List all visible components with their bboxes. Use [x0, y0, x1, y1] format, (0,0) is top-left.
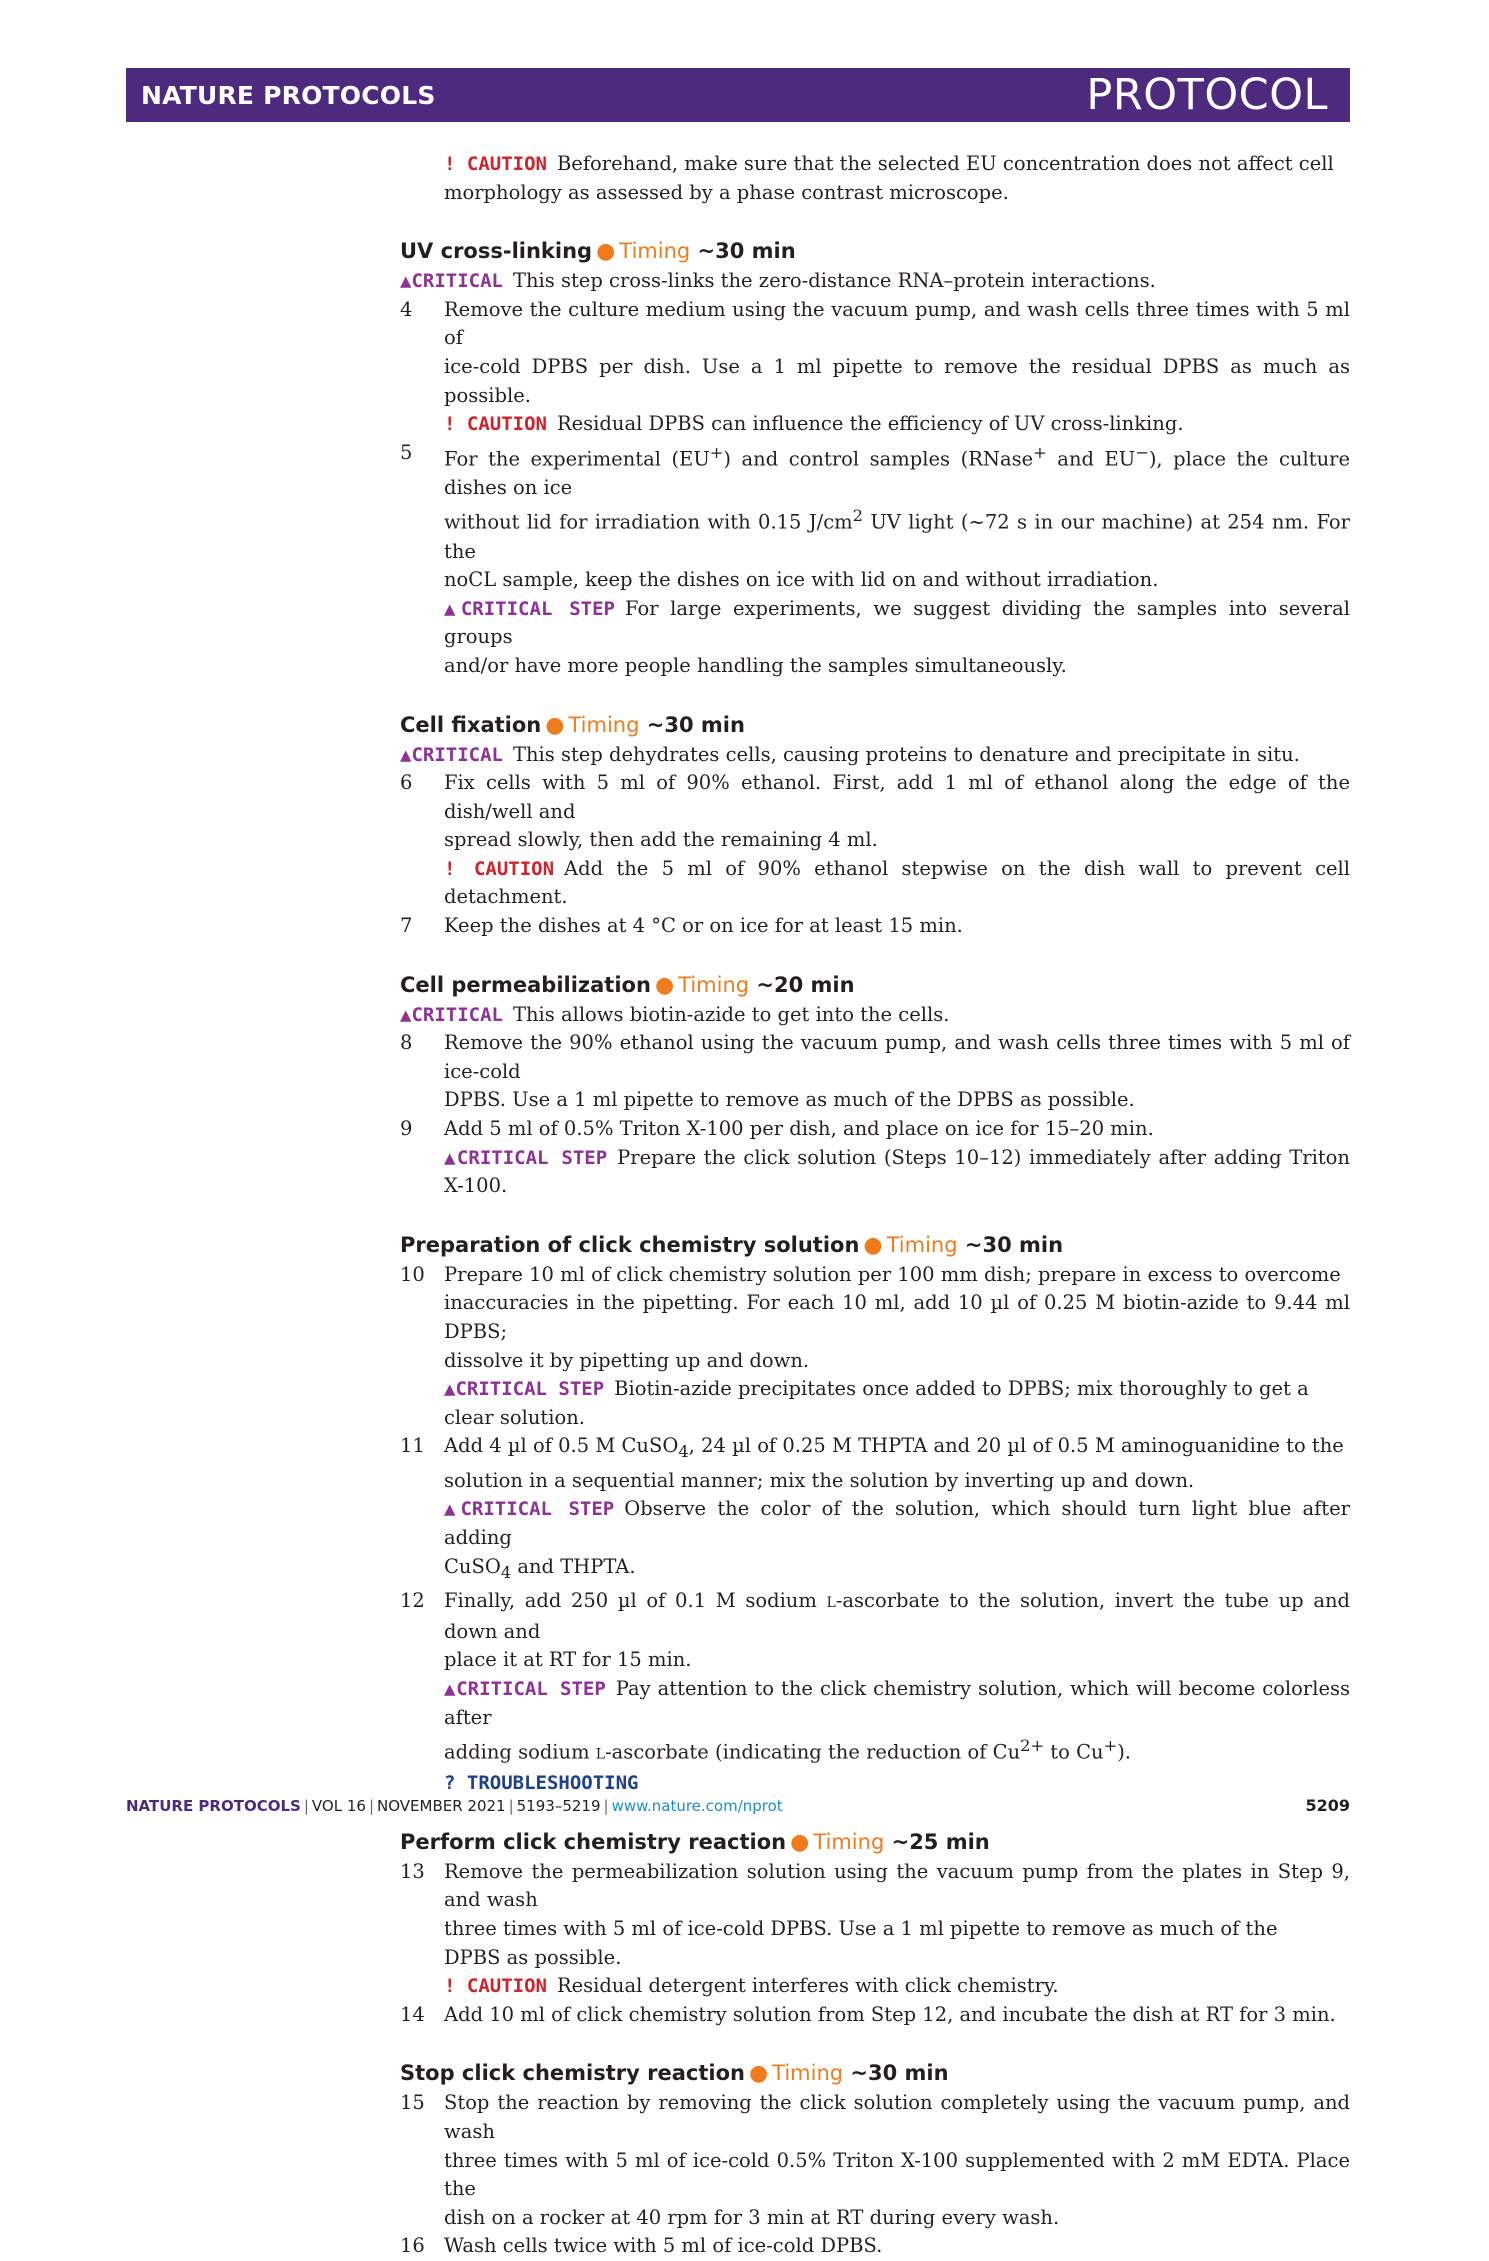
- step-15: 15 Stop the reaction by removing the click solution completely using the vacuum pump, and wash three times with 5 ml of ice-cold 0.5% Triton X-100 supplemented with 2 mM EDTA. Place the dish on a rocker at 40 rpm for 3 min at RT during every wash.: [400, 2091, 1350, 2229]
- critical-label: ▲CRITICAL: [400, 270, 503, 293]
- footer-journal: NATURE PROTOCOLS: [126, 1797, 301, 1815]
- caution-text: morphology as assessed by a phase contrast microscope.: [444, 180, 1009, 204]
- critical-step-note: ▲CRITICAL STEP Pay attention to the click chemistry solution, which will become colorless after: [444, 1676, 1350, 1729]
- timing-dot-icon: ●: [596, 239, 616, 265]
- critical-note: ▲CRITICAL This allows biotin-azide to get into the cells.: [400, 1002, 950, 1026]
- critical-step-label: ▲CRITICAL STEP: [444, 597, 616, 620]
- troubleshooting-link[interactable]: ? TROUBLESHOOTING: [444, 1772, 639, 1795]
- step-12: 12 Finally, add 250 µl of 0.1 M sodium L-ascorbate to the solution, invert the tube up and down and place it at RT for 15 min. ▲CRITICAL STEP Pay attention to the click chemistry solution, which will become colorless after adding sodium L-ascorbate (indicating the reduction of $Cu^{2+}$ to Cu+). ? TROUBLESHOOTING: [400, 1589, 1350, 1795]
- step-16: 16 Wash cells twice with 5 ml of ice-cold DPBS.: [400, 2232, 1350, 2261]
- section-click-reaction: [400, 1828, 1350, 2030]
- caution-label: ! CAUTION: [444, 413, 547, 436]
- step-number: 10: [400, 1262, 425, 1286]
- step-13: 13 Remove the permeabilization solution using the vacuum pump from the plates in Step 9, and wash three times with 5 ml of ice-cold DPBS. Use a 1 ml pipette to remove as much of the DPBS as possible. ! CAUTION Residual detergent interferes with click chemistry.: [400, 1858, 1350, 2001]
- step-11: 11 Add 4 µl of 0.5 M CuSO$_4$, 24 µl of 0.25 M THPTA and 20 µl of 0.5 M aminoguanidine to the solution in a sequential manner; mix the solution by inverting up and down. ▲CRITICAL STEP Observe the color of the solution, which should turn light blue after adding CuSO$_4$ and THPTA.: [400, 1434, 1350, 1582]
- section-heading: Perform click chemistry reaction ● Timing ~25 min: [400, 1829, 990, 1855]
- step-number: 14: [400, 2002, 425, 2026]
- caution-label: ! CAUTION: [444, 857, 555, 880]
- step-number: 4: [400, 297, 413, 321]
- caution-note: ! CAUTION Residual DPBS can influence the efficiency of UV cross-linking.: [444, 412, 1184, 436]
- timing-dot-icon: ●: [545, 712, 565, 738]
- section-heading: UV cross-linking ● Timing ~30 min: [400, 239, 796, 265]
- timing-dot-icon: ●: [790, 1829, 810, 1855]
- caution-label: ! CAUTION: [444, 1975, 547, 1998]
- section-heading: Preparation of click chemistry solution ● Timing ~30 min: [400, 1232, 1064, 1258]
- critical-label: ▲CRITICAL: [400, 743, 503, 766]
- critical-step-label: ▲CRITICAL STEP: [444, 1378, 605, 1401]
- caution-label: ! CAUTION: [444, 153, 547, 175]
- caution-note: ! CAUTION Add the 5 ml of 90% ethanol stepwise on the dish wall to prevent cell detachment.: [444, 856, 1351, 909]
- timing-dot-icon: ●: [748, 2061, 769, 2087]
- journal-name: NATURE PROTOCOLS: [141, 81, 436, 110]
- step-number: 8: [400, 1031, 413, 1055]
- step-8: 8 Remove the 90% ethanol using the vacuum pump, and wash cells three times with 5 ml of ice-cold DPBS. Use a 1 ml pipette to remove as much of the DPBS as possible.: [400, 1031, 1350, 1112]
- footer-url-link[interactable]: www.nature.com/nprot: [611, 1797, 783, 1815]
- step-number: 15: [400, 2091, 425, 2115]
- article-type: PROTOCOL: [1086, 70, 1328, 120]
- step-number: 11: [400, 1434, 425, 1458]
- header-banner: [126, 68, 1350, 122]
- section-heading: Cell permeabilization ● Timing ~20 min: [400, 972, 855, 998]
- step-10: 10 Prepare 10 ml of click chemistry solution per 100 mm dish; prepare in excess to overcome inaccuracies in the pipetting. For each 10 ml, add 10 µl of 0.25 M biotin-azide to 9.44 ml DPBS; dissolve it by pipetting up and down. ▲CRITICAL STEP Biotin-azide precipitates once added to DPBS; mix thoroughly to get a clear solution.: [400, 1262, 1350, 1429]
- step-7: 7 Keep the dishes at 4 °C or on ice for at least 15 min.: [400, 912, 1350, 941]
- footer-date: NOVEMBER 2021: [377, 1797, 506, 1815]
- intro-caution: [400, 150, 1350, 207]
- critical-step-note: ▲CRITICAL STEP Biotin-azide precipitates once added to DPBS; mix thoroughly to get a: [444, 1377, 1309, 1401]
- step-14: 14 Add 10 ml of click chemistry solution from Step 12, and incubate the dish at RT for 3 min.: [400, 2001, 1350, 2030]
- timing-dot-icon: ●: [654, 972, 675, 998]
- step-number: 12: [400, 1589, 425, 1613]
- footer-pages: 5193–5219: [516, 1797, 601, 1815]
- step-number: 7: [400, 914, 413, 938]
- caution-note: ! CAUTION Residual detergent interferes with click chemistry.: [444, 1974, 1059, 1998]
- page-content: [400, 150, 1350, 2261]
- section-stop-reaction: [400, 2059, 1350, 2261]
- step-number: 6: [400, 771, 413, 795]
- critical-step-note: ▲CRITICAL STEP For large experiments, we suggest dividing the samples into several groups: [444, 596, 1350, 649]
- section-cell-permeabilization: [400, 971, 1350, 1201]
- critical-step-label: ▲CRITICAL STEP: [444, 1498, 615, 1521]
- section-uv-cross-linking: [400, 237, 1350, 680]
- step-number: 5: [400, 440, 413, 464]
- section-heading: Stop click chemistry reaction ● Timing ~30 min: [400, 2061, 949, 2087]
- footer-volume: VOL 16: [311, 1797, 366, 1815]
- step-6: 6 Fix cells with 5 ml of 90% ethanol. First, add 1 ml of ethanol along the edge of the dish/well and spread slowly, then add the remaining 4 ml. ! CAUTION Add the 5 ml of 90% ethanol stepwise on the dish wall to prevent cell detachment.: [400, 769, 1350, 912]
- critical-step-note: ▲CRITICAL STEP Prepare the click solution (Steps 10–12) immediately after adding Triton X-100.: [444, 1145, 1350, 1198]
- page-footer: NATURE PROTOCOLS | VOL 16 | NOVEMBER 2021 | 5193–5219 | www.nature.com/nprot 5209: [126, 1793, 1350, 1819]
- step-4: 4 Remove the culture medium using the vacuum pump, and wash cells three times with 5 ml of ice-cold DPBS per dish. Use a 1 ml pipette to remove the residual DPBS as much as possible. ! CAUTION Residual DPBS can influence the efficiency of UV cross-linking.: [400, 296, 1350, 439]
- critical-step-label: ▲CRITICAL STEP: [444, 1146, 608, 1169]
- section-cell-fixation: [400, 711, 1350, 941]
- caution-text: Beforehand, make sure that the selected EU concentration does not affect cell: [556, 152, 1334, 175]
- step-9: 9 Add 5 ml of 0.5% Triton X-100 per dish, and place on ice for 15–20 min. ▲CRITICAL STEP Prepare the click solution (Steps 10–12) immediately after adding Triton X-100.: [400, 1115, 1350, 1201]
- critical-label: ▲CRITICAL: [400, 1003, 503, 1026]
- critical-note: ▲CRITICAL This step cross-links the zero-distance RNA–protein interactions.: [400, 269, 1156, 293]
- page-number: 5209: [1305, 1796, 1350, 1815]
- critical-note: ▲CRITICAL This step dehydrates cells, causing proteins to denature and precipitate in situ.: [400, 742, 1300, 766]
- step-5: 5 For the experimental (EU+) and control samples (RNase+ and EU−), place the culture dishes on ice without lid for irradiation with 0.15 $J/cm^2$ UV light (~72 s in our machine) at 254 nm. For the noCL sample, keep the dishes on ice with lid on and without irradiation. ▲CRITICAL STEP For large experiments, we suggest dividing the samples into several groups and/or have more people handling the samples simultaneously.: [400, 440, 1350, 677]
- timing-dot-icon: ●: [863, 1232, 883, 1258]
- critical-step-note: ▲CRITICAL STEP Observe the color of the solution, which should turn light blue after adding: [444, 1497, 1350, 1550]
- critical-step-label: ▲CRITICAL STEP: [444, 1677, 606, 1700]
- section-click-solution: [400, 1231, 1350, 1798]
- step-number: 13: [400, 1859, 425, 1883]
- section-heading: Cell fixation ● Timing ~30 min: [400, 712, 745, 738]
- step-number: 16: [400, 2234, 425, 2258]
- step-number: 9: [400, 1117, 413, 1141]
